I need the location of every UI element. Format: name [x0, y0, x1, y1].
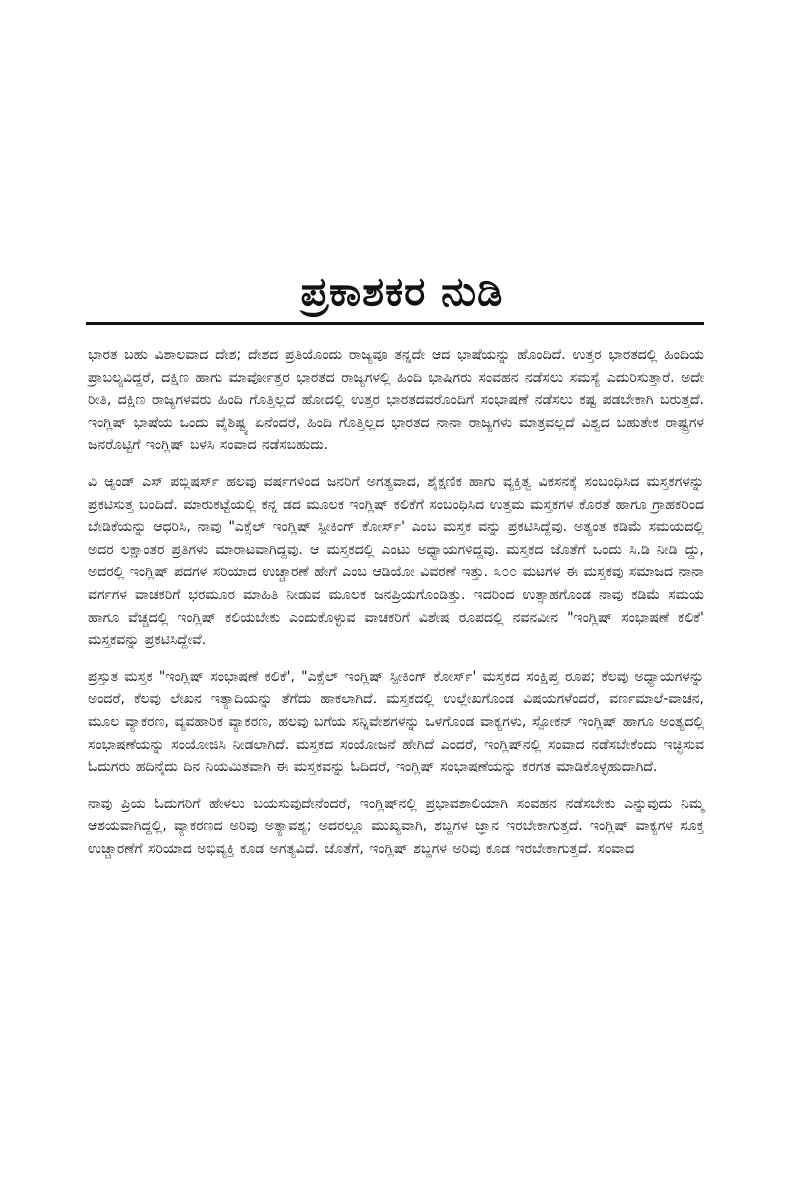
paragraph-3: ಪ್ರಸ್ತುತ ಮಸ್ತಕ "ಇಂಗ್ಲಿಷ್ ಸಂಭಾಷಣೆ ಕಲಿಕೆ', "ಎಕ್ಸೆಲ್ ಇಂಗ್ಲಿಷ್ ಸ್ಪೀಕಿಂಗ್ ಕೋರ್ಸ್' ಮಸ್ತಕದ ಸಂಕ್ಷಿಪ್ತ ರೂಪ; ಕೆಲವು ಅಧ್ಯಾಯಗಳನ್ನು ಅಂದರೆ, ಕೆಲವು ಲೇಖನ ಇತ್ಯಾದಿಯನ್ನು ತೆಗೆದು ಹಾಕಲಾಗಿದೆ. ಮಸ್ತಕದಲ್ಲಿ ಉಲ್ಲೇಖಗೊಂಡ ವಿಷಯಗಳೆಂದರೆ, ವರ್ಣಮಾಲೆ-ವಾಚನ, ಮೂಲ ವ್ಯಾಕರಣ, ವ್ಯವಹಾರಿಕ ವ್ಯಾಕರಣ, ಹಲವು ಬಗೆಯ ಸನ್ನಿವೇಶಗಳನ್ನು ಒಳಗೊಂಡ ವಾಕ್ಯಗಳು, ಸ್ಪೋಕನ್ ಇಂಗ್ಲಿಷ್ ಹಾಗೂ ಅಂತ್ಯದಲ್ಲಿ ಸಂಭಾಷಣೆಯನ್ನು ಸಂಯೋಜಿಸಿ ನೀಡಲಾಗಿದೆ. ಮಸ್ತಕದ ಸಂಯೋಜನೆ ಹೇಗಿದೆ ಎಂದರೆ, ಇಂಗ್ಲಿಷ್‌ನಲ್ಲಿ ಸಂವಾದ ನಡೆಸಬೇಕೆಂದು ಇಚ್ಛಿಸುವ ಓದುಗರು ಹದಿನೈದು ದಿನ ನಿಯಮಿತವಾಗಿ ಈ ಮಸ್ತಕವನ್ನು ಓದಿದರೆ, ಇಂಗ್ಲಿಷ್ ಸಂಭಾಷಣೆಯನ್ನು ಕರಗತ ಮಾಡಿಕೊಳ್ಳಹುದಾಗಿದೆ. [88, 668, 704, 776]
paragraph-1: ಭಾರತ ಬಹು ವಿಶಾಲವಾದ ದೇಶ; ದೇಶದ ಪ್ರತಿಯೊಂದು ರಾಜ್ಯವೂ ತನ್ನದೇ ಆದ ಭಾಷೆಯನ್ನು ಹೊಂದಿದೆ. ಉತ್ತರ ಭಾರತದಲ್ಲಿ ಹಿಂದಿಯ ಪ್ರಾಬಲ್ಯವಿದ್ದರೆ, ದಕ್ಷಿಣ ಹಾಗು ಮಾರ್ವೋತ್ತರ ಭಾರತದ ರಾಜ್ಯಗಳಲ್ಲಿ ಹಿಂದಿ ಭಾಷಿಗರು ಸಂವಹನ ನಡೆಸಲು ಸಮಸ್ಯೆ ಎದುರಿಸುತ್ತಾರೆ. ಅದೇ ರೀತಿ, ದಕ್ಷಿಣ ರಾಜ್ಯಗಳವರು ಹಿಂದಿ ಗೊತ್ತಿಲ್ಲದೆ ಹೋದಲ್ಲಿ ಉತ್ತರ ಭಾರತದವರೊಂದಿಗೆ ಸಂಭಾಷಣೆ ನಡೆಸಲು ಕಷ್ಟ ಪಡಬೇಕಾಗಿ ಬರುತ್ತದೆ. ಇಂಗ್ಲಿಷ್ ಭಾಷೆಯ ಒಂದು ವೈಶಿಷ್ಟ್ಯ ಏನೆಂದರೆ, ಹಿಂದಿ ಗೊತ್ತಿಲ್ಲದ ಭಾರತದ ನಾನಾ ರಾಜ್ಯಗಳು ಮಾತ್ರವಲ್ಲದೆ ವಿಶ್ವದ ಬಹುತೇಕ ರಾಷ್ಟ್ರಗಳ ಜನರೊಟ್ಟಿಗೆ ಇಂಗ್ಲಿಷ್ ಬಳಸಿ ಸಂವಾದ ನಡೆಸಬಹುದು. [88, 347, 704, 454]
paragraph-2: ವಿ ಆ್ಯಂಡ್ ಎಸ್ ಪಬ್ಲಿಷರ್ಸ್ ಹಲವು ವರ್ಷಗಳಿಂದ ಜನರಿಗೆ ಅಗತ್ಯವಾದ, ಶೈಕ್ಷಣಿಕ ಹಾಗು ವ್ಯಕ್ತಿತ್ವ ವಿಕಸನಕ್ಕೆ ಸಂಬಂಧಿಸಿದ ಮಸ್ತಕಗಳನ್ನು ಪ್ರಕಟಿಸುತ್ತ ಬಂದಿದೆ. ಮಾರುಕಟ್ಟೆಯಲ್ಲಿ ಕನ್ನ ಡದ ಮೂಲಕ ಇಂಗ್ಲಿಷ್ ಕಲಿಕೆಗೆ ಸಂಬಂಧಿಸಿದ ಉತ್ತಮ ಮಸ್ತಕಗಳ ಕೊರತೆ ಹಾಗೂ ಗ್ರಾಹಕರಿಂದ ಬೇಡಿಕೆಯನ್ನು ಆಧರಿಸಿ, ನಾವು "ಎಕ್ಸೆಲ್ ಇಂಗ್ಲಿಷ್ ಸ್ಪೀಕಿಂಗ್ ಕೋರ್ಸ್' ಎಂಬ ಮಸ್ತಕ ವನ್ನು ಪ್ರಕಟಿಸಿದ್ದೆವು. ಅತ್ಯಂತ ಕಡಿಮೆ ಸಮಯದಲ್ಲಿ ಅದರ ಲಕ್ಷಾಂತರ ಪ್ರತಿಗಳು ಮಾರಾಟವಾಗಿದ್ದವು. ಆ ಮಸ್ತಕದಲ್ಲಿ ಎಂಟು ಅಧ್ಯಾಯಗಳಿದ್ದವು. ಮಸ್ತಕದ ಜೊತೆಗೆ ಒಂದು ಸಿ.ಡಿ ನೀಡಿ ದ್ದು, ಅದರಲ್ಲಿ ಇಂಗ್ಲಿಷ್ ಪದಗಳ ಸರಿಯಾದ ಉಚ್ಚಾರಣೆ ಹೇಗೆ ಎಂಬ ಆಡಿಯೋ ವಿವರಣೆ ಇತ್ತು. ೩೦೦ ಮಟಗಳ ಈ ಮಸ್ತಕವು ಸಮಾಜದ ನಾನಾ ವರ್ಗಗಳ ವಾಚಕರಿಗೆ ಭರಮೂರ ಮಾಹಿತಿ ನೀಡುವ ಮೂಲಕ ಜನಪ್ರಿಯಗೊಂಡಿತ್ತು. ಇದರಿಂದ ಉತ್ಸಾಹಗೊಂಡ ನಾವು ಕಡಿಮೆ ಸಮಯ ಹಾಗೂ ವೆಚ್ಚದಲ್ಲಿ ಇಂಗ್ಲಿಷ್ ಕಲಿಯಬೇಕು ಎಂದುಕೊಳ್ಳುವ ವಾಚಕರಿಗೆ ವಿಶೇಷ ರೂಪದಲ್ಲಿ ನವನವೀನ "ಇಂಗ್ಲಿಷ್ ಸಂಭಾಷಣೆ ಕಲಿಕೆ' ಮಸ್ತಕವನ್ನು ಪ್ರಕಟಿಸಿದ್ದೇವೆ. [88, 473, 704, 649]
title-divider [86, 322, 704, 325]
paragraph-4: ನಾವು ಪ್ರಿಯ ಓದುಗರಿಗೆ ಹೇಳಲು ಬಯಸುವುದೇನೆಂದರೆ, ಇಂಗ್ಲಿಷ್‌ನಲ್ಲಿ ಪ್ರಭಾವಶಾಲಿಯಾಗಿ ಸಂವಹನ ನಡೆಸಬೇಕು ಎನ್ನುವುದು ನಿಮ್ಮ ಆಶಯವಾಗಿದ್ದಲ್ಲಿ, ವ್ಯಾಕರಣದ ಅರಿವು ಅತ್ಯಾವಶ್ಯ; ಅದರಲ್ಲೂ ಮುಖ್ಯವಾಗಿ, ಶಬ್ದಗಳ ಜ್ಞಾನ ಇರಬೇಕಾಗುತ್ತದೆ. ಇಂಗ್ಲಿಷ್ ವಾಕ್ಯಗಳ ಸೂಕ್ತ ಉಚ್ಚಾರಣೆಗೆ ಸರಿಯಾದ ಅಭಿವ್ಯಕ್ತಿ ಕೂಡ ಅಗತ್ಯವಿದೆ. ಜೊತೆಗೆ, ಇಂಗ್ಲಿಷ್ ಶಬ್ದಗಳ ಅರಿವು ಕೂಡ ಇರಬೇಕಾಗುತ್ತದೆ. ಸಂವಾದ [88, 795, 704, 857]
body-text [88, 344, 704, 874]
page-title: ಪ್ರಕಾಶಕರ ನುಡಿ [300, 269, 504, 315]
